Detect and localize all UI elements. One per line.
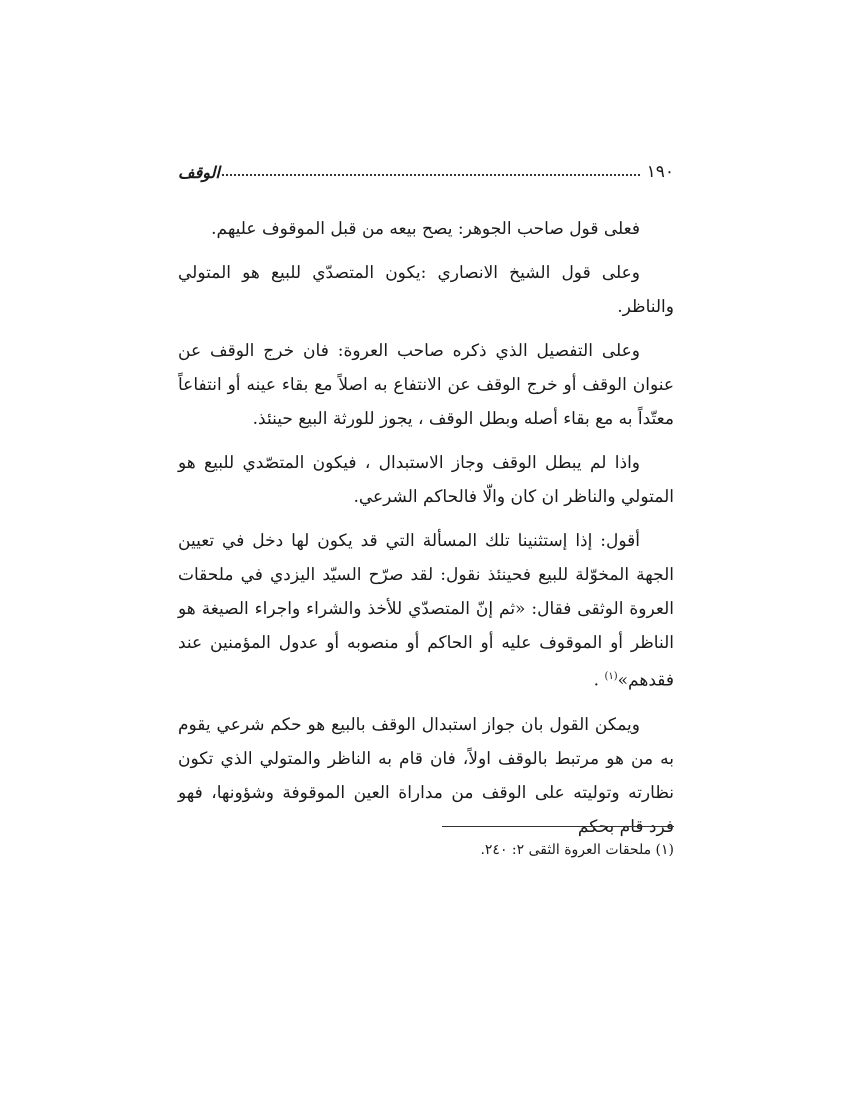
dotted-leader	[222, 174, 640, 176]
page-number: ١٩٠	[646, 162, 674, 182]
paragraph	[178, 524, 674, 698]
body-text	[178, 212, 674, 854]
paragraph: واذا لم يبطل الوقف وجاز الاستبدال ، فيكون المتصّدي للبيع هو المتولي والناظر ان كان والّا فالحاكم الشرعي.	[178, 453, 674, 507]
paragraph-tail: .	[593, 670, 605, 691]
paragraph: وعلى قول الشيخ الانصاري :يكون المتصدّي للبيع هو المتولي والناظر.	[178, 263, 674, 317]
paragraph: فعلى قول صاحب الجوهر: يصح بيعه من قبل الموقوف عليهم.	[211, 219, 640, 239]
paragraph: وعلى التفصيل الذي ذكره صاحب العروة: فان خرج الوقف عن عنوان الوقف أو خرج الوقف عن الانتفاع به اصلاً مع بقاء عينه أو انتفاعاً معتّداً به مع بقاء أصله وبطل الوقف ، يجوز للورثة البيع حينئذ.	[178, 341, 674, 429]
running-header	[178, 156, 674, 182]
footnote-reference: (١)	[604, 671, 618, 682]
paragraph: ويمكن القول بان جواز استبدال الوقف بالبيع هو حكم شرعي يقوم به من هو مرتبط بالوقف اولاً، فان قام به الناظر والمتولي الذي تكون نظارته وتوليته على الوقف من مداراة العين الموقوفة وشؤونها، فهو فرد قام بحكم	[178, 714, 674, 837]
paragraph-text: أقول: إذا إستثنينا تلك المسألة التي قد يكون لها دخل في تعيين الجهة المخوّلة للبيع فحينئذ نقول: لقد صرّح السيّد اليزدي في ملحقات العروة الوثقى فقال: «ثم إنّ المتصدّي للأخذ والشراء واجراء الصيغة هو الناظر أو الموقوف عليه أو الحاكم أو منصوبه أو عدول المؤمنين عند فقدهم»	[178, 531, 674, 691]
footnote-separator	[442, 826, 674, 827]
footnote: (١) ملحقات العروة الثقى ٢: ٢٤٠.	[480, 842, 674, 858]
running-title: الوقف	[178, 163, 220, 182]
